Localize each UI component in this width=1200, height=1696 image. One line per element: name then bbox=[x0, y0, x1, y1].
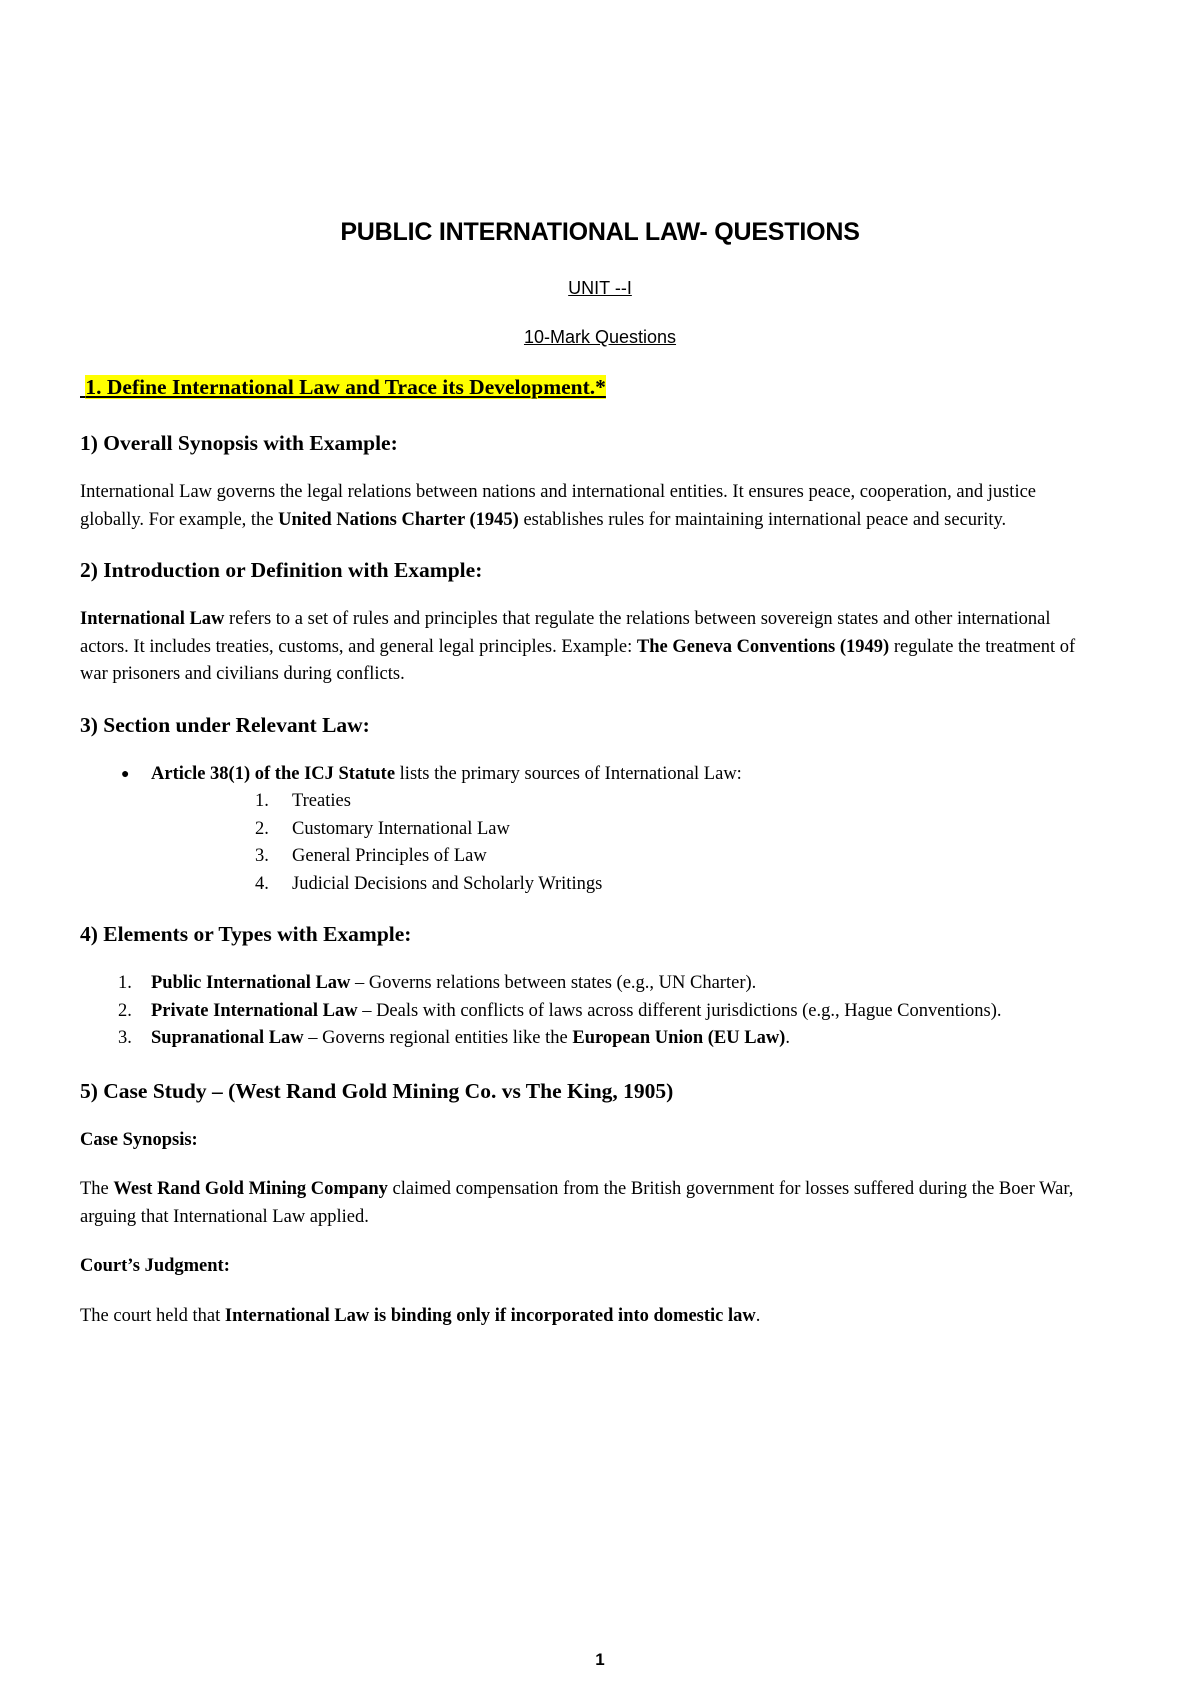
list-number: 4. bbox=[255, 873, 269, 894]
section-2-paragraph bbox=[80, 606, 1080, 689]
list-number: 1. bbox=[118, 973, 132, 993]
list-item-text: Treaties bbox=[292, 791, 351, 811]
relevant-law-list bbox=[80, 761, 1080, 899]
case-synopsis-text-end: claimed compensation from the British government for losses suffered during the Boer War, arguing that International Law applied. bbox=[80, 1179, 1074, 1227]
section-1-text-end: establishes rules for maintaining international peace and security. bbox=[518, 509, 1007, 530]
type-description: – Governs regional entities like the bbox=[303, 1028, 573, 1048]
case-synopsis-text: The bbox=[80, 1179, 114, 1199]
types-list bbox=[80, 970, 1080, 1053]
bullet-text: lists the primary sources of International Law: bbox=[395, 763, 742, 784]
case-synopsis-label: Case Synopsis: bbox=[80, 1129, 198, 1150]
type-description: – Governs relations between states (e.g., UN Charter). bbox=[350, 973, 757, 993]
judgment-holding: International Law is binding only if incorporated into domestic law bbox=[224, 1305, 756, 1326]
section-1-paragraph bbox=[80, 479, 1080, 534]
unit-label: UNIT --I bbox=[568, 278, 632, 298]
company-name: West Rand Gold Mining Company bbox=[113, 1179, 388, 1199]
judgment-text-end: . bbox=[755, 1305, 761, 1326]
definition-term: International Law bbox=[80, 609, 225, 629]
list-item bbox=[80, 761, 1080, 899]
section-1-heading: 1) Overall Synopsis with Example: bbox=[80, 431, 398, 455]
type-description-end: . bbox=[785, 1028, 790, 1048]
question-heading-text: 1. Define International Law and Trace its Development.* bbox=[85, 375, 606, 399]
question-heading bbox=[80, 373, 1080, 401]
section-2-heading: 2) Introduction or Definition with Example: bbox=[80, 558, 483, 582]
section-3-heading: 3) Section under Relevant Law: bbox=[80, 712, 370, 737]
section-1-text: International Law governs the legal relations between nations and international entities. It ensures peace, cooperation, and justice globally. For example, the bbox=[80, 482, 1037, 530]
list-item-text: General Principles of Law bbox=[292, 846, 487, 866]
list-number: 3. bbox=[118, 1028, 132, 1048]
page-number: 1 bbox=[595, 1650, 605, 1669]
type-name: Private International Law bbox=[151, 1000, 358, 1021]
definition-text: refers to a set of rules and principles that regulate the relations between sovereign states and other international actors. It includes treaties, customs, and general legal principles. Example: bbox=[80, 609, 1051, 657]
bullet-icon: ● bbox=[121, 766, 130, 782]
list-item bbox=[80, 970, 1080, 998]
type-name: Supranational Law bbox=[151, 1028, 304, 1048]
list-item-text: Judicial Decisions and Scholarly Writings bbox=[292, 873, 603, 894]
document-title: PUBLIC INTERNATIONAL LAW- QUESTIONS bbox=[340, 218, 860, 246]
sources-list bbox=[151, 788, 1080, 898]
section-5-heading: 5) Case Study – (West Rand Gold Mining Co. vs The King, 1905) bbox=[80, 1078, 674, 1103]
eu-law-reference: European Union (EU Law) bbox=[572, 1028, 786, 1048]
case-synopsis-paragraph bbox=[80, 1176, 1080, 1231]
list-item bbox=[80, 1025, 1080, 1053]
list-number: 3. bbox=[255, 846, 269, 866]
document-body bbox=[80, 373, 1080, 1352]
judgment-text: The court held that bbox=[80, 1305, 225, 1326]
list-item bbox=[151, 816, 1080, 844]
list-number: 1. bbox=[255, 791, 269, 811]
marks-label: 10-Mark Questions bbox=[523, 327, 677, 347]
list-item bbox=[151, 871, 1080, 899]
list-number: 2. bbox=[118, 1000, 132, 1021]
list-item-text: Customary International Law bbox=[292, 818, 510, 839]
type-description: – Deals with conflicts of laws across different jurisdictions (e.g., Hague Conventions). bbox=[357, 1000, 1002, 1021]
un-charter-reference: United Nations Charter (1945) bbox=[278, 509, 519, 530]
geneva-conventions-reference: The Geneva Conventions (1949) bbox=[636, 636, 890, 657]
court-judgment-label: Court’s Judgment: bbox=[80, 1256, 230, 1276]
list-item bbox=[80, 998, 1080, 1026]
list-number: 2. bbox=[255, 818, 269, 839]
type-name: Public International Law bbox=[151, 973, 351, 993]
icj-statute-reference: Article 38(1) of the ICJ Statute bbox=[151, 763, 396, 784]
list-item bbox=[151, 843, 1080, 871]
court-judgment-paragraph bbox=[80, 1303, 1080, 1331]
section-4-heading: 4) Elements or Types with Example: bbox=[80, 922, 412, 946]
definition-text-end: regulate the treatment of war prisoners and civilians during conflicts. bbox=[80, 636, 1076, 684]
list-item bbox=[151, 788, 1080, 816]
